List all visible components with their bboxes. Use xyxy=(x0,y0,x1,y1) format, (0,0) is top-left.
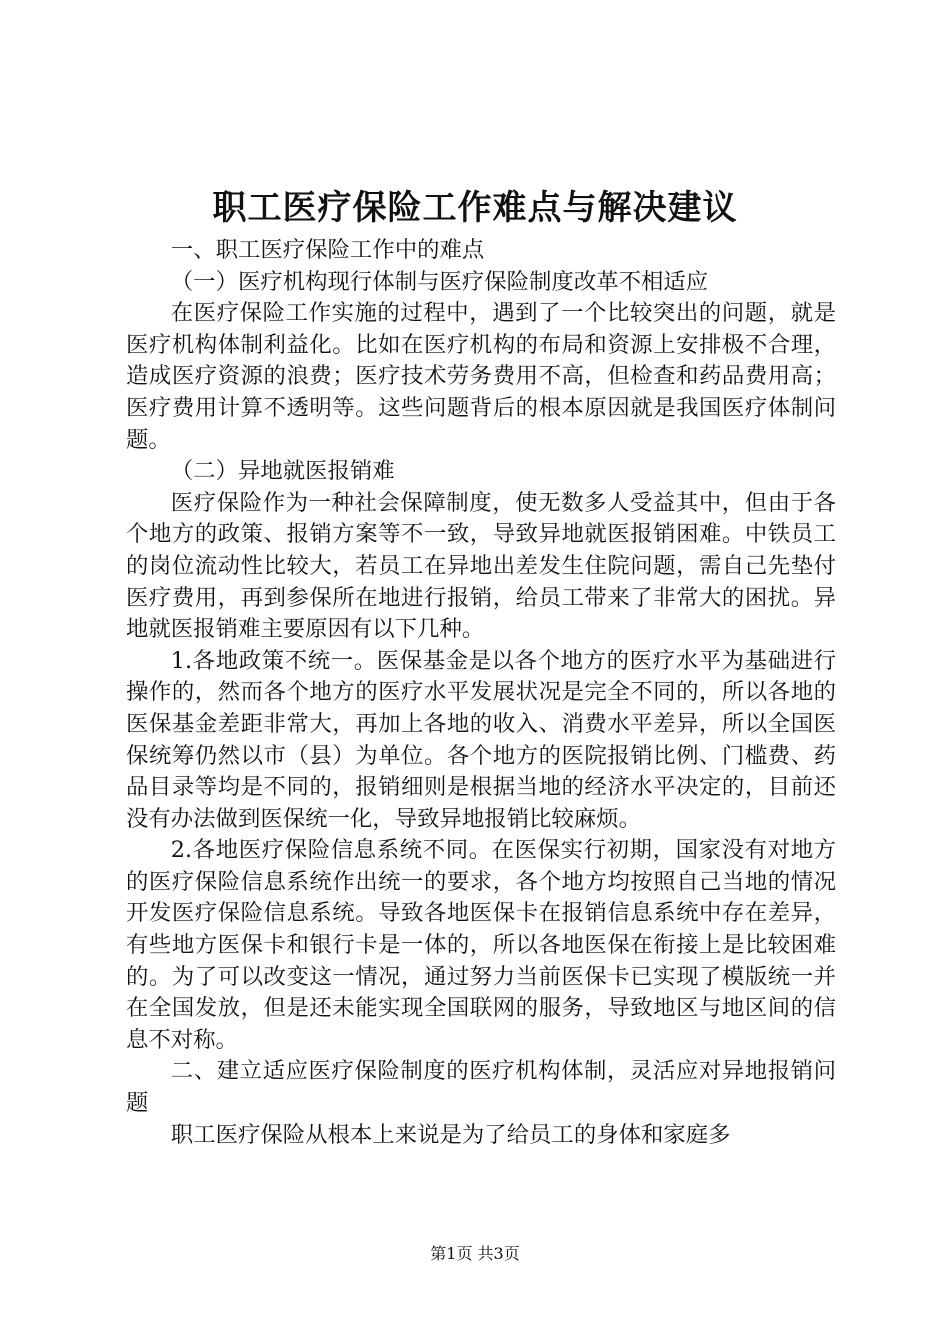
paragraph: 职工医疗保险从根本上来说是为了给员工的身体和家庭多 xyxy=(170,1121,731,1148)
section-heading-1: 一、职工医疗保险工作中的难点 xyxy=(170,237,485,263)
paragraph: 医疗保险作为一种社会保障制度，使无数多人受益其中，但由于各个地方的政策、报销方案等不一致，导致异地就医报销困难。中铁员工的岗位流动性比较大，若员工在异地出差发生住院问题，需自己先垫付医疗费用，再到参保所在地进行报销，给员工带来了非常大的困扰。异地就医报销难主要原因有以下几种。 xyxy=(126,489,836,643)
subsection-heading-1: （一）医疗机构现行体制与医疗保险制度改革不相适应 xyxy=(170,268,709,295)
paragraph: 2.各地医疗保险信息系统不同。在医保实行初期，国家没有对地方的医疗保险信息系统作出统一的要求，各个地方均按照自己当地的情况开发医疗保险信息系统。导致各地医保卡在报销信息系统中存在差异，有些地方医保卡和银行卡是一体的，所以各地医保在衔接上是比较困难的。为了可以改变这一情况，通过努力当前医保卡已实现了模版统一并在全国发放，但是还未能实现全国联网的服务，导致地区与地区间的信息不对称。 xyxy=(126,837,836,1053)
paragraph: 在医疗保险工作实施的过程中，遇到了一个比较突出的问题，就是医疗机构体制利益化。比如在医疗机构的布局和资源上安排极不合理，造成医疗资源的浪费；医疗技术劳务费用不高，但检查和药品费用高；医疗费用计算不透明等。这些问题背后的根本原因就是我国医疗体制问题。 xyxy=(126,300,836,453)
document-body xyxy=(126,235,836,1151)
page-footer: 第1页 共3页 xyxy=(430,1244,520,1263)
subsection-heading-2: （二）异地就医报销难 xyxy=(170,458,395,485)
document-title: 职工医疗保险工作难点与解决建议 xyxy=(212,188,738,228)
section-heading-2: 二、建立适应医疗保险制度的医疗机构体制，灵活应对异地报销问题 xyxy=(126,1058,836,1117)
paragraph: 1.各地政策不统一。医保基金是以各个地方的医疗水平为基础进行操作的，然而各个地方的医疗水平发展状况是完全不同的，所以各地的医保基金差距非常大，再加上各地的收入、消费水平差异，所以全国医保统筹仍然以市（县）为单位。各个地方的医院报销比例、门槛费、药品目录等均是不同的，报销细则是根据当地的经济水平决定的，目前还没有办法做到医保统一化，导致异地报销比较麻烦。 xyxy=(126,647,836,832)
